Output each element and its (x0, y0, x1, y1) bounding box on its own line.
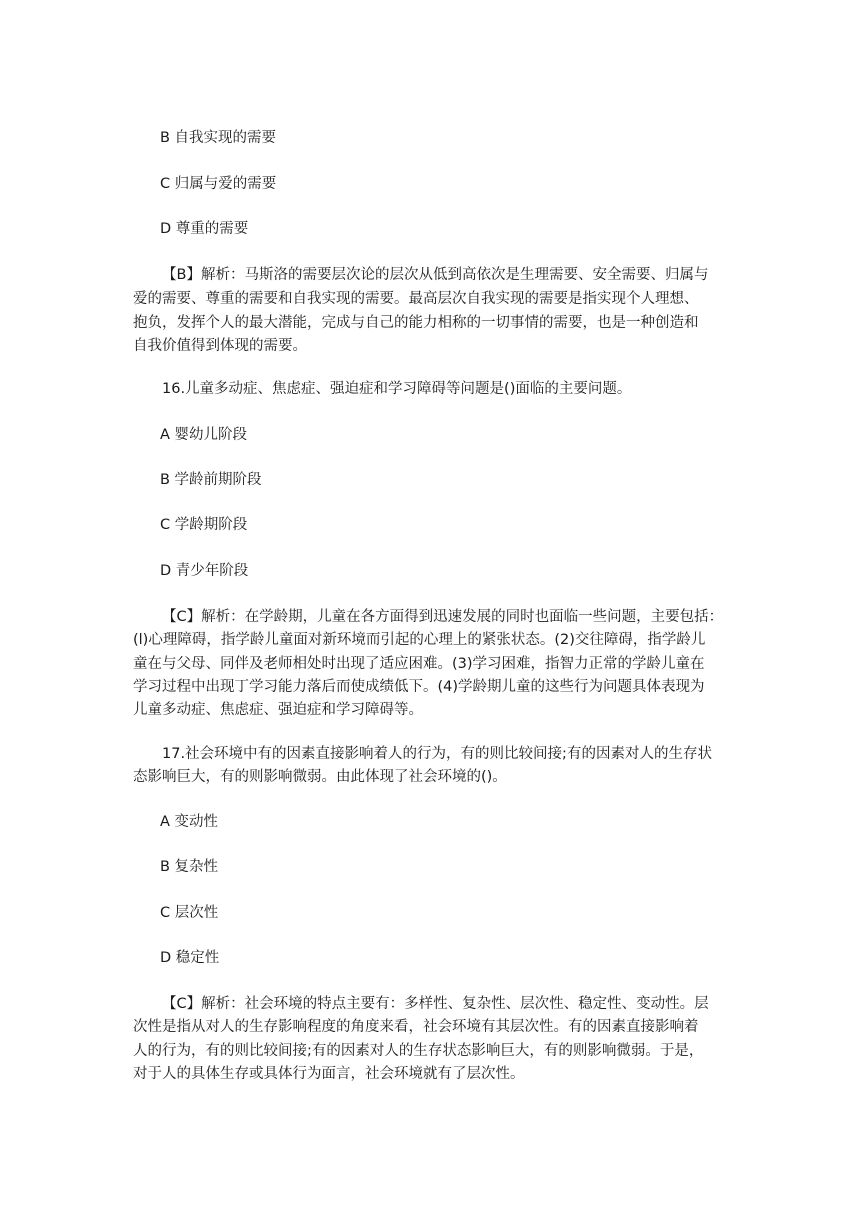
q17-question-line-2: 态影响巨大，有的则影响微弱。由此体现了社会环境的()。 (133, 769, 507, 785)
q16-analysis-line-2: (l)心理障碍，指学龄儿童面对新环境而引起的心理上的紧张状态。(2)交往障碍，指学龄儿 (133, 632, 706, 648)
q15-analysis-line-1: 【B】解析：马斯洛的需要层次论的层次从低到高依次是生理需要、安全需要、归属与 (162, 267, 709, 283)
q17-question-line-1: 17.社会环境中有的因素直接影响着人的行为，有的则比较间接;有的因素对人的生存状 (162, 746, 712, 762)
q15-option-b: B 自我实现的需要 (160, 130, 277, 146)
q17-option-a: A 变动性 (160, 814, 219, 830)
q15-analysis-line-3: 抱负，发挥个人的最大潜能，完成与自己的能力相称的一切事情的需要，也是一种创造和 (133, 315, 699, 331)
q17-option-b: B 复杂性 (160, 859, 219, 875)
q16-option-c: C 学龄期阶段 (160, 517, 248, 533)
q15-option-d: D 尊重的需要 (160, 221, 249, 237)
q17-analysis-line-1: 【C】解析：社会环境的特点主要有：多样性、复杂性、层次性、稳定性、变动性。层 (162, 996, 709, 1012)
q15-analysis-line-2: 爱的需要、尊重的需要和自我实现的需要。最高层次自我实现的需要是指实现个人理想、 (133, 291, 699, 307)
q16-analysis-line-5: 儿童多动症、焦虑症、强迫症和学习障碍等。 (133, 702, 423, 718)
q16-analysis-line-1: 【C】解析：在学龄期，儿童在各方面得到迅速发展的同时也面临一些问题，主要包括： (162, 609, 724, 625)
q17-analysis-line-2: 次性是指从对人的生存影响程度的角度来看，社会环境有其层次性。有的因素直接影响着 (133, 1019, 699, 1035)
q15-option-c: C 归属与爱的需要 (160, 176, 277, 192)
q16-option-b: B 学龄前期阶段 (160, 472, 262, 488)
q16-analysis-line-4: 学习过程中出现丁学习能力落后而使成绩低下。(4)学龄期儿童的这些行为问题具体表现为 (133, 679, 705, 695)
q17-option-d: D 稳定性 (160, 950, 220, 966)
q16-question: 16.儿童多动症、焦虑症、强迫症和学习障碍等问题是()面临的主要问题。 (162, 381, 632, 397)
q16-option-d: D 青少年阶段 (160, 563, 249, 579)
q17-analysis-line-4: 对于人的具体生存或具体行为面言，社会环境就有了层次性。 (133, 1066, 525, 1082)
q16-analysis-line-3: 童在与父母、同伴及老师相处时出现了适应困难。(3)学习困难，指智力正常的学龄儿童在 (133, 656, 705, 672)
q17-option-c: C 层次性 (160, 905, 219, 921)
q17-analysis-line-3: 人的行为，有的则比较间接;有的因素对人的生存状态影响巨大，有的则影响微弱。于是， (133, 1043, 704, 1059)
q16-option-a: A 婴幼儿阶段 (160, 427, 248, 443)
q15-analysis-line-4: 自我价值得到体现的需要。 (133, 338, 307, 354)
